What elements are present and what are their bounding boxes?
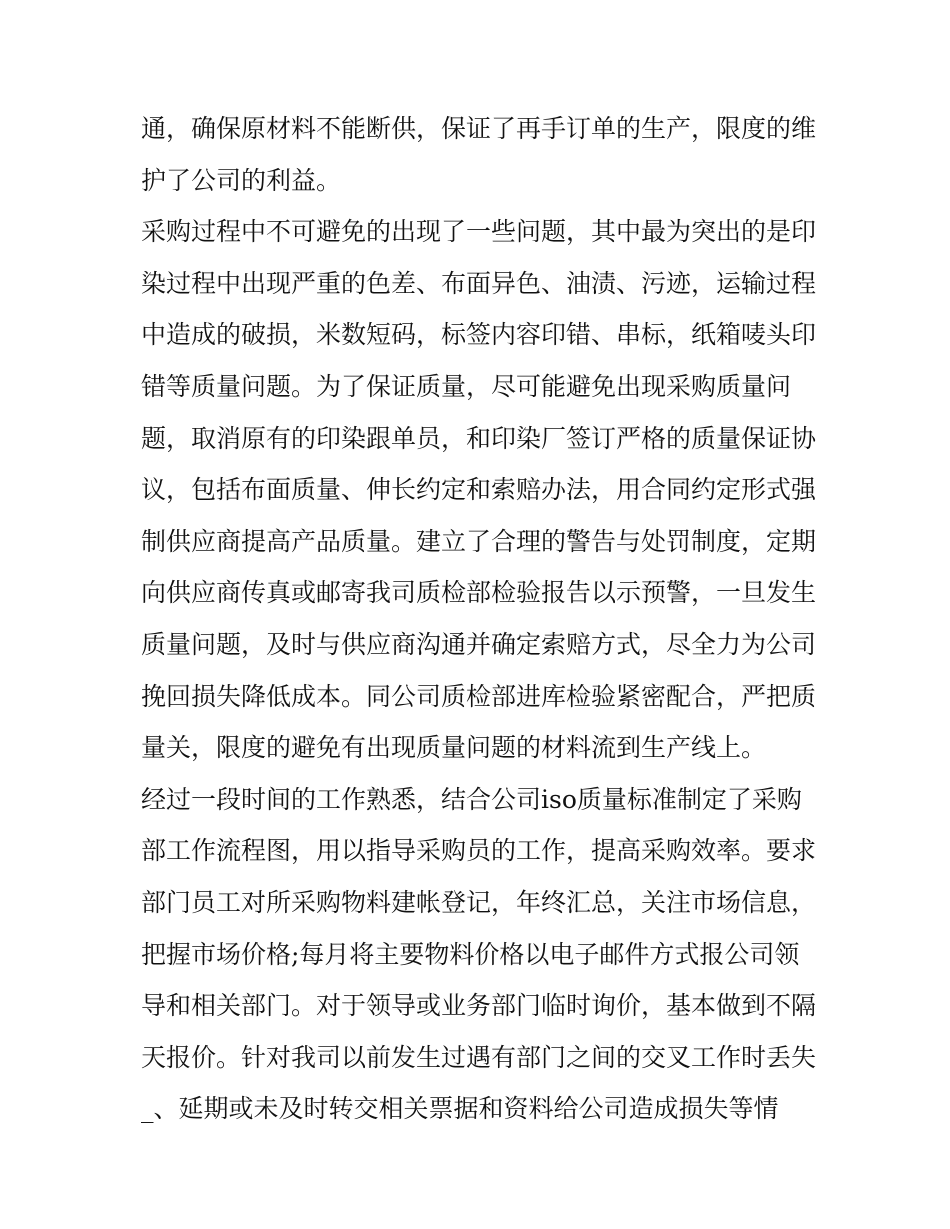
text-line: 挽回损失降低成本。同公司质检部进库检验紧密配合，严把质 (141, 681, 817, 711)
text-line: 中造成的破损，米数短码，标签内容印错、串标，纸箱唛头印 (141, 320, 817, 350)
text-line: 护了公司的利益。 (141, 165, 342, 195)
text-line: 向供应商传真或邮寄我司质检部检验报告以示预警，一旦发生 (141, 578, 817, 608)
text-line: 部门员工对所采购物料建帐登记，年终汇总，关注市场信息， (141, 887, 817, 917)
text-line: 议，包括布面质量、伸长约定和索赔办法，用合同约定形式强 (141, 475, 817, 505)
text-line: 题，取消原有的印染跟单员，和印染厂签订严格的质量保证协 (141, 423, 817, 453)
text-line: 导和相关部门。对于领导或业务部门临时询价，基本做到不隔 (141, 991, 817, 1021)
text-line: 制供应商提高产品质量。建立了合理的警告与处罚制度，定期 (141, 526, 817, 556)
text-line: 错等质量问题。为了保证质量，尽可能避免出现采购质量问 (141, 371, 792, 401)
text-line: 把握市场价格;每月将主要物料价格以电子邮件方式报公司领 (141, 939, 800, 969)
text-line: 部工作流程图，用以指导采购员的工作，提高采购效率。要求 (141, 836, 817, 866)
text-line: 染过程中出现严重的色差、布面异色、油渍、污迹，运输过程 (141, 268, 817, 298)
text-line: 采购过程中不可避免的出现了一些问题，其中最为突出的是印 (141, 217, 817, 247)
text-line: 天报价。针对我司以前发生过遇有部门之间的交叉工作时丢失 (141, 1042, 817, 1072)
text-line: 通，确保原材料不能断供，保证了再手订单的生产，限度的维 (141, 114, 817, 143)
text-line: 经过一段时间的工作熟悉，结合公司iso质量标准制定了采购 (141, 784, 802, 814)
text-line: 量关，限度的避免有出现质量问题的材料流到生产线上。 (141, 733, 767, 763)
text-line: _、延期或未及时转交相关票据和资料给公司造成损失等情 (141, 1094, 779, 1124)
body-text (141, 103, 831, 1135)
text-line: 质量问题，及时与供应商沟通并确定索赔方式，尽全力为公司 (141, 629, 817, 659)
